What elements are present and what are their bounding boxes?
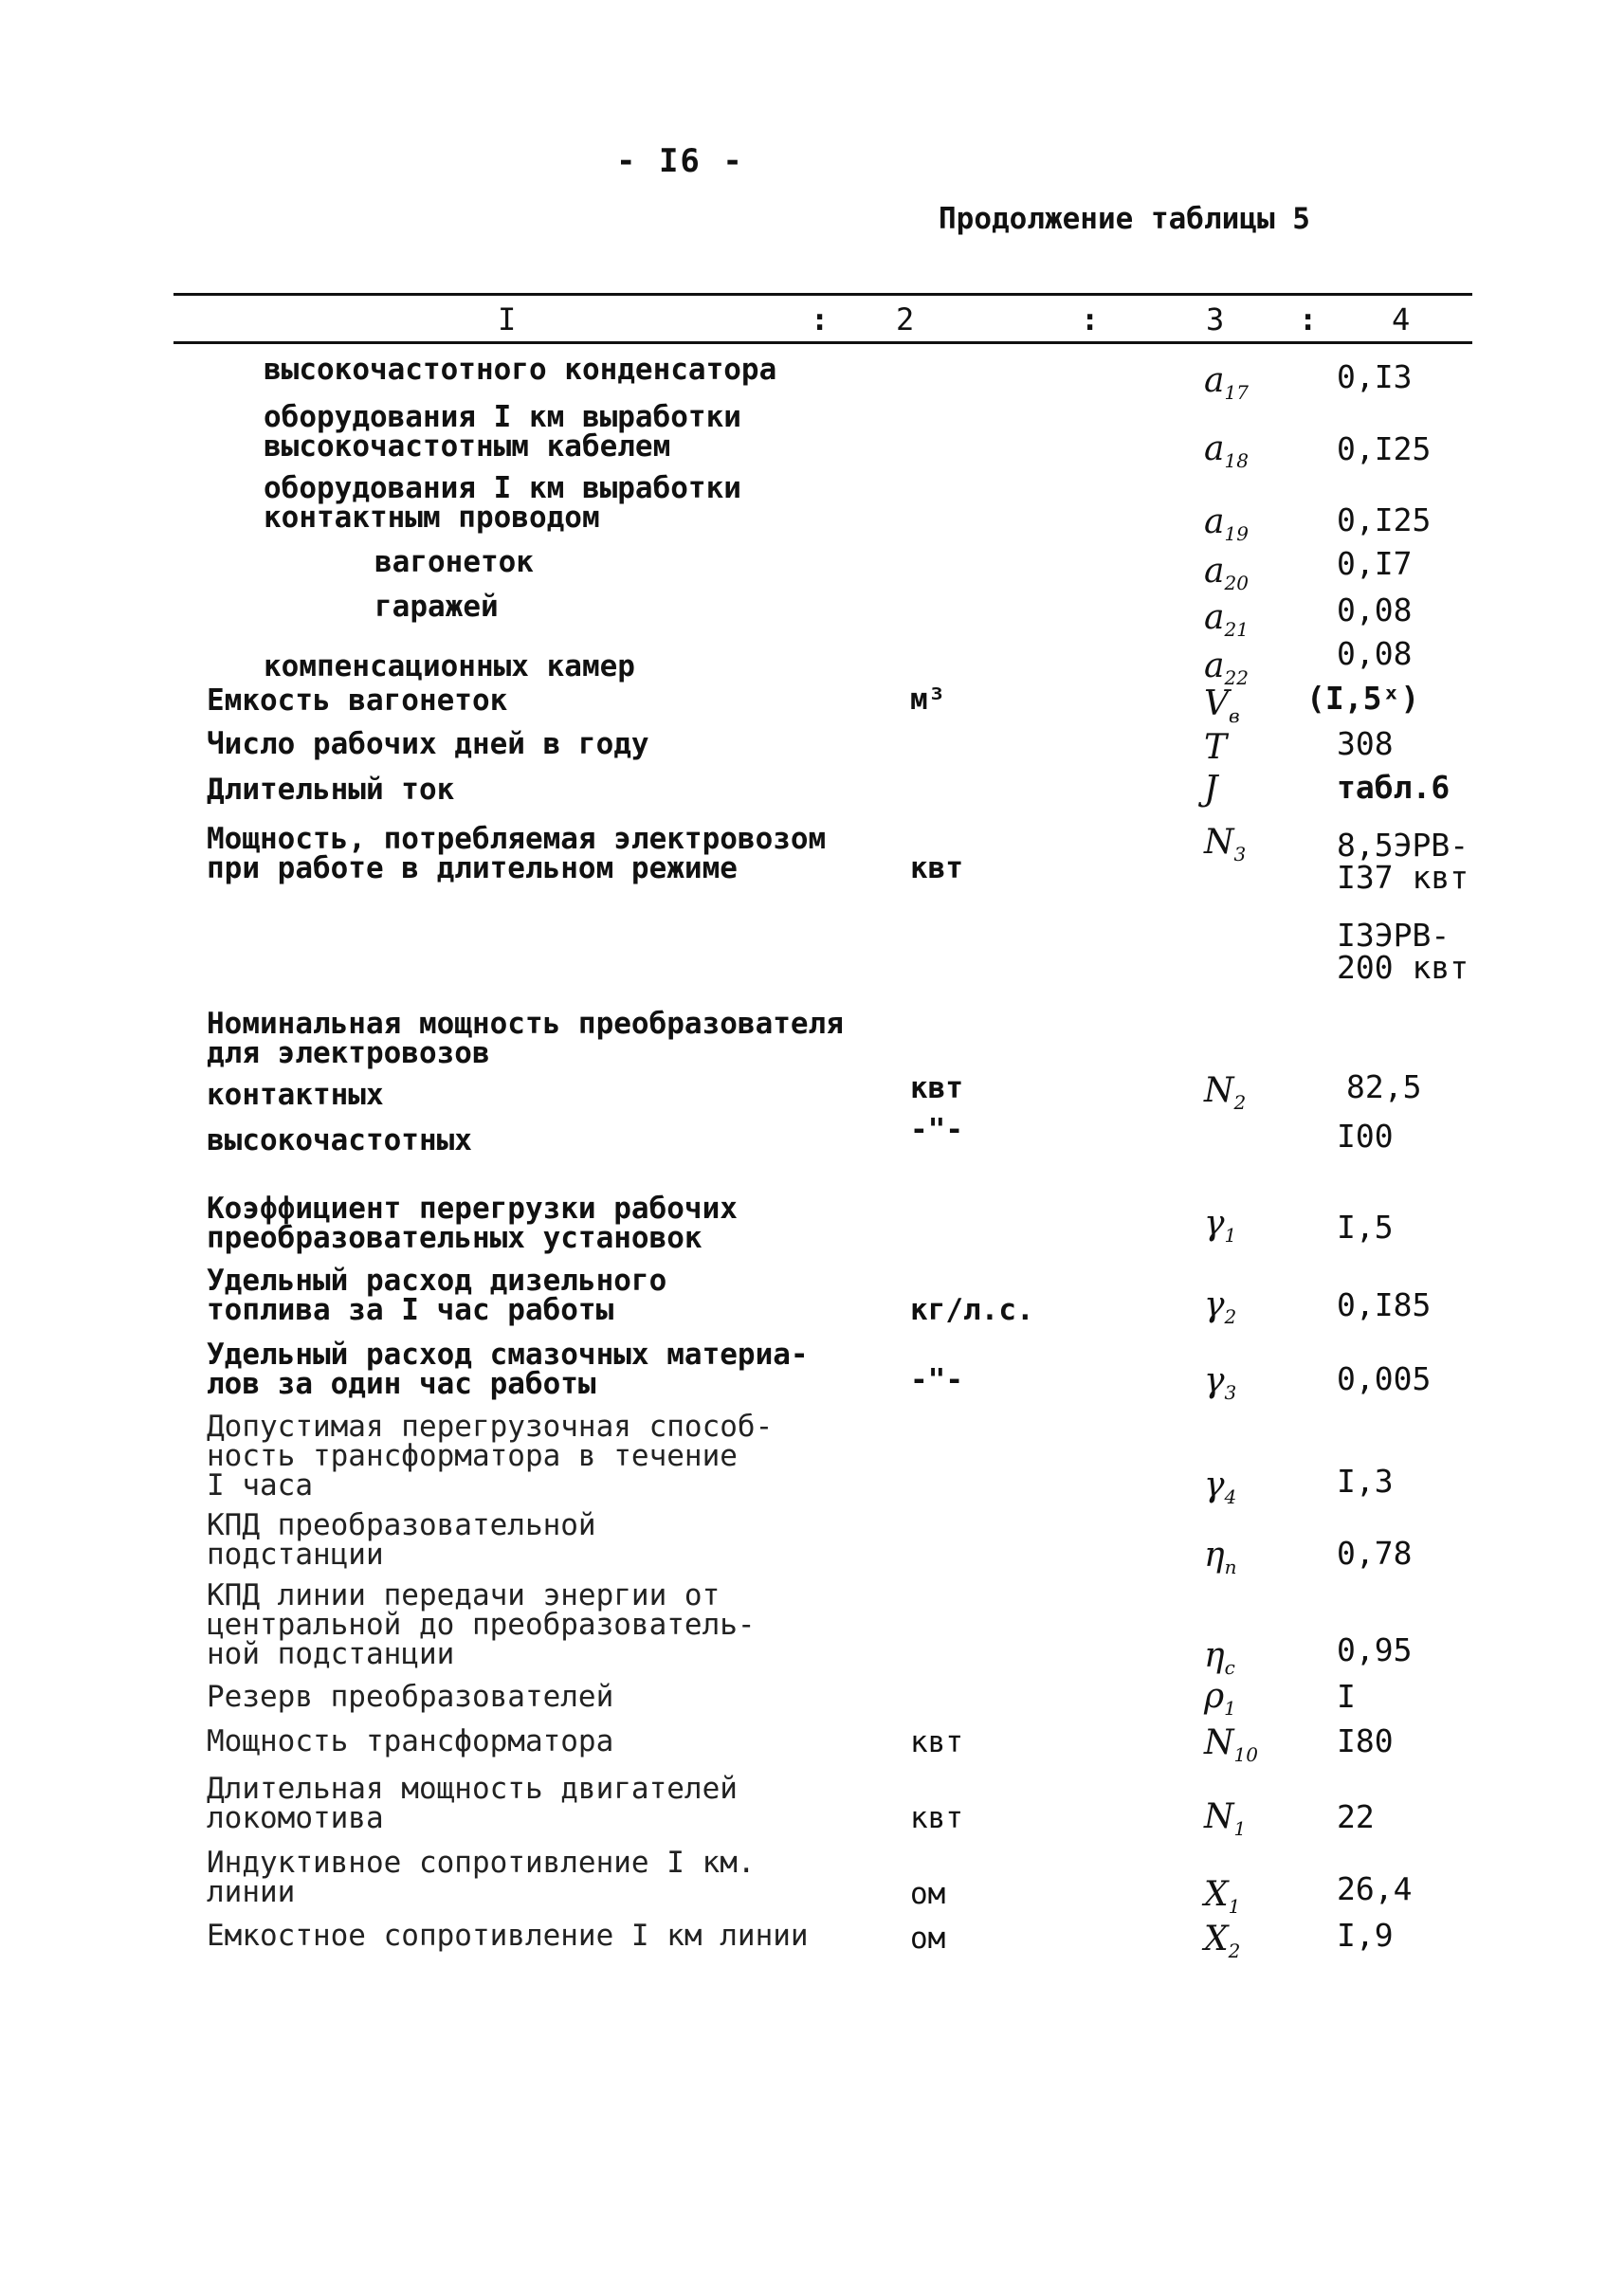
header-separator: : <box>1081 301 1100 337</box>
parameter-value: 0,78 <box>1337 1535 1413 1572</box>
parameter-name: КПД линии передачи энергии от центральной до преобразователь- ной подстанции <box>207 1578 756 1671</box>
parameter-name: КПД преобразовательной подстанции <box>207 1508 596 1572</box>
header-col3: 3 <box>1206 301 1225 337</box>
parameter-name: Длительная мощность двигателей локомотива <box>207 1772 738 1835</box>
parameter-symbol: $a_{18}$ <box>1204 429 1249 473</box>
parameter-name: компенсационных камер <box>264 649 635 683</box>
parameter-value: 0,I7 <box>1337 545 1413 582</box>
parameter-value: 0,I25 <box>1337 430 1432 467</box>
parameter-symbol: $\eta_с$ <box>1204 1636 1235 1680</box>
parameter-symbol: $N_3$ <box>1204 823 1247 866</box>
parameter-symbol: $a_{22}$ <box>1204 647 1249 690</box>
parameter-value: 0,005 <box>1337 1360 1432 1397</box>
parameter-value: 0,08 <box>1337 635 1413 672</box>
parameter-value: 0,I3 <box>1337 358 1413 395</box>
parameter-symbol: $X_1$ <box>1204 1875 1241 1919</box>
table-top-rule <box>173 293 1472 296</box>
parameter-value: I80 <box>1337 1722 1394 1759</box>
parameter-value: I <box>1337 1678 1356 1715</box>
parameter-value: I,3 <box>1337 1463 1394 1500</box>
parameter-symbol: $\rho_1$ <box>1204 1677 1236 1721</box>
parameter-name: Индуктивное сопротивление I км. линии <box>207 1846 756 1909</box>
parameter-unit: ом <box>910 1877 946 1911</box>
parameter-name: Мощность, потребляемая электровозом при работе в длительном режиме <box>207 822 827 885</box>
parameter-name: Удельный расход дизельного топлива за I час работы <box>207 1264 667 1327</box>
parameter-symbol: $a_{17}$ <box>1204 361 1249 405</box>
parameter-value: I00 <box>1337 1118 1394 1155</box>
parameter-name: Емкость вагонеток <box>207 683 508 718</box>
parameter-symbol: $N_1$ <box>1204 1797 1247 1841</box>
parameter-name: высокочастотных <box>207 1123 472 1157</box>
parameter-name: Число рабочих дней в году <box>207 727 649 761</box>
parameter-value: I,5 <box>1337 1209 1394 1246</box>
header-separator: : <box>811 301 830 337</box>
page-number: - I6 - <box>616 142 744 180</box>
parameter-value: 26,4 <box>1337 1870 1413 1907</box>
parameter-unit: кг/л.с. <box>910 1293 1034 1327</box>
parameter-value: 22 <box>1337 1798 1375 1835</box>
parameter-symbol: $N_2$ <box>1204 1071 1247 1115</box>
parameter-value: (I,5ˣ) <box>1306 680 1420 717</box>
parameter-name: Емкостное сопротивление I км линии <box>207 1919 809 1953</box>
header-separator: : <box>1299 301 1318 337</box>
parameter-value: 0,I85 <box>1337 1286 1432 1323</box>
parameter-unit: -"- <box>910 1363 963 1397</box>
parameter-symbol: $\gamma_1$ <box>1204 1204 1237 1248</box>
parameter-name: высокочастотного конденсатора <box>264 353 777 387</box>
parameter-name: оборудования I км выработки высокочастотным кабелем <box>264 400 741 464</box>
parameter-symbol: $N_{10}$ <box>1204 1723 1258 1767</box>
parameter-symbol: $V_в$ <box>1204 684 1240 728</box>
parameter-name: контактных <box>207 1078 384 1112</box>
parameter-name: вагонеток <box>374 545 534 579</box>
table-continuation-caption: Продолжение таблицы 5 <box>939 202 1310 236</box>
header-col2: 2 <box>896 301 915 337</box>
parameter-name: Номинальная мощность преобразователя для электровозов <box>207 1007 844 1070</box>
parameter-value: 8,5ЭРВ- I37 квт <box>1337 827 1469 896</box>
parameter-symbol: $a_{21}$ <box>1204 598 1249 642</box>
parameter-symbol: $\gamma_3$ <box>1204 1361 1237 1405</box>
parameter-value: 0,I25 <box>1337 501 1432 538</box>
parameter-symbol: $X_2$ <box>1204 1920 1241 1963</box>
parameter-name: Удельный расход смазочных материа- лов за один час работы <box>207 1338 809 1401</box>
parameter-value: I,9 <box>1337 1917 1394 1954</box>
parameter-symbol: $a_{19}$ <box>1204 502 1249 546</box>
parameter-name: Коэффициент перегрузки рабочих преобразовательных установок <box>207 1192 738 1255</box>
parameter-symbol: $a_{20}$ <box>1204 552 1249 595</box>
parameter-name: Допустимая перегрузочная способ- ность трансформатора в течение I часа <box>207 1410 774 1503</box>
parameter-unit: м³ <box>910 683 946 717</box>
parameter-name: оборудования I км выработки контактным проводом <box>264 471 741 535</box>
parameter-value: 82,5 <box>1346 1068 1422 1105</box>
parameter-name: Мощность трансформатора <box>207 1724 614 1758</box>
parameter-unit: квт <box>910 1801 963 1835</box>
parameter-unit: ом <box>910 1922 946 1956</box>
parameter-value: 0,95 <box>1337 1631 1413 1668</box>
parameter-name: Резерв преобразователей <box>207 1680 614 1714</box>
parameter-symbol: $\gamma_4$ <box>1204 1466 1237 1509</box>
parameter-value: 0,08 <box>1337 592 1413 628</box>
parameter-symbol: $\gamma_2$ <box>1204 1285 1237 1329</box>
parameter-unit: -"- <box>910 1113 963 1147</box>
parameter-value: табл.6 <box>1337 769 1451 806</box>
parameter-name: Длительный ток <box>207 773 455 807</box>
parameter-symbol: J <box>1204 770 1218 809</box>
header-col1: I <box>498 301 517 337</box>
parameter-unit: квт <box>910 1071 963 1105</box>
parameter-symbol: T <box>1204 728 1228 767</box>
table-header-rule <box>173 341 1472 344</box>
parameter-value: I3ЭРВ- 200 квт <box>1337 917 1469 986</box>
parameter-unit: квт <box>910 1725 963 1759</box>
header-col4: 4 <box>1392 301 1411 337</box>
parameter-name: гаражей <box>374 590 499 624</box>
parameter-value: 308 <box>1337 725 1394 762</box>
parameter-unit: квт <box>910 851 963 885</box>
parameter-symbol: $\eta_п$ <box>1204 1536 1237 1579</box>
